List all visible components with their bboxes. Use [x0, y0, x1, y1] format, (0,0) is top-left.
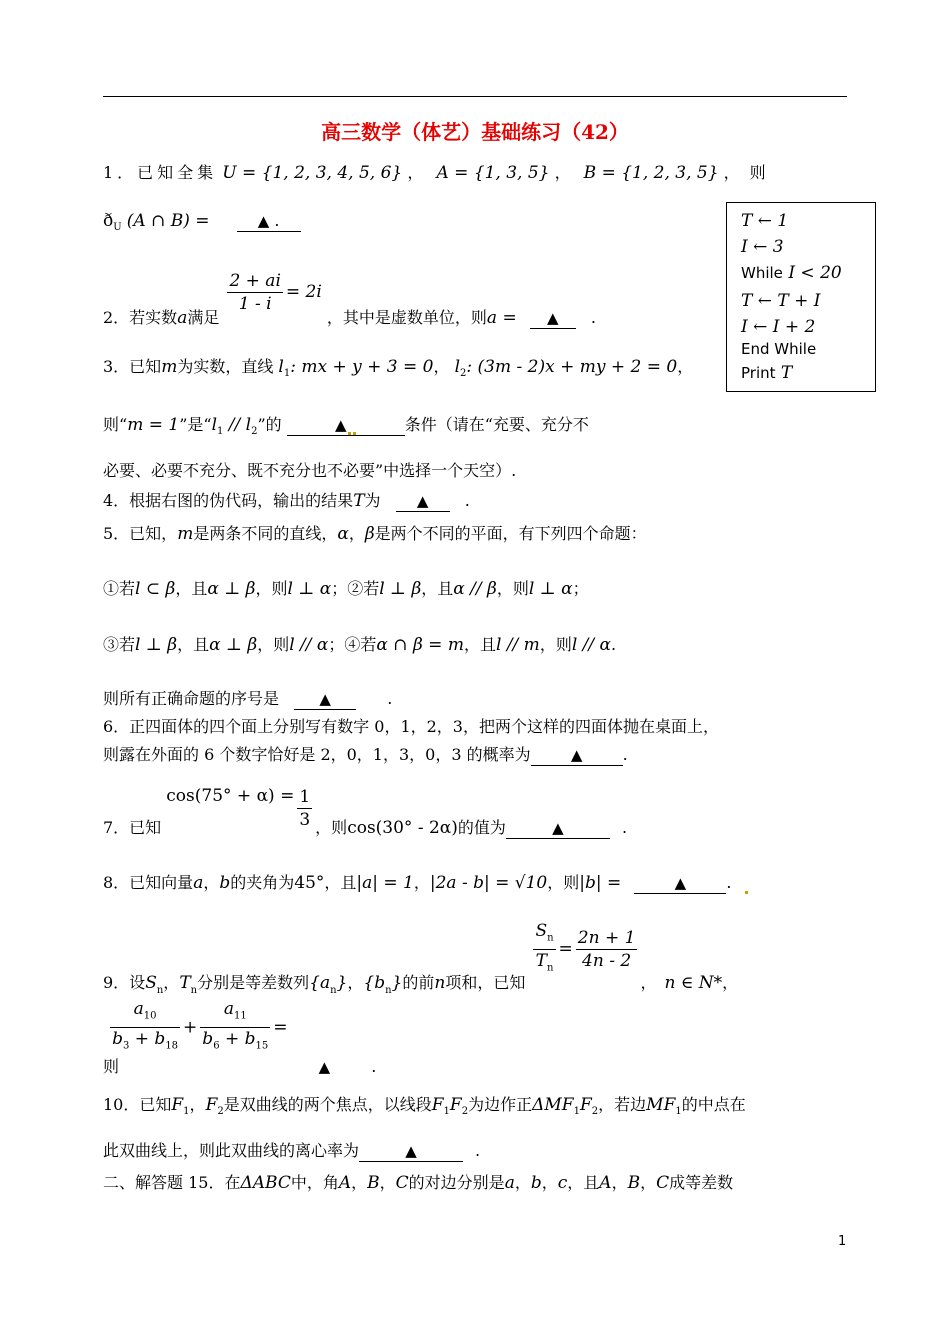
q3-quote-open: 则“	[103, 415, 128, 434]
q15-B: B	[367, 1173, 380, 1193]
q9-f4-num-sub: 11	[233, 1010, 247, 1022]
q5-p1-then: ，则	[255, 579, 288, 598]
q3-parallel-l2-sub: 2	[251, 426, 258, 438]
q9-seq-a-sub: n	[330, 984, 337, 996]
q10-edge-MF: MF	[646, 1095, 676, 1115]
q7-triangle: ▲	[552, 819, 564, 837]
q5-period: .	[387, 689, 393, 708]
q3-l2-eq: : (3m - 2)x + my + 2 = 0	[466, 357, 678, 377]
q10-F1-sub: 1	[183, 1106, 190, 1118]
q7-text: 7．已知	[103, 818, 162, 837]
q3-text-3: 条件（请在“充要、充分不	[404, 415, 589, 434]
q7-answer-blank	[506, 818, 610, 839]
q5-p4-cond1: α ∩ β = m	[376, 635, 464, 655]
q1-triangle: ▲	[257, 212, 270, 230]
q7-line	[103, 770, 628, 838]
code-line-3	[741, 263, 842, 283]
q6-triangle: ▲	[570, 746, 583, 764]
q9-line-1	[103, 912, 739, 996]
q3-text: 3．已知	[103, 357, 162, 376]
q3-answer-blank	[287, 415, 405, 436]
q9-fraction-1	[533, 920, 555, 980]
q5-line-1	[103, 523, 647, 545]
q1-set-b: B = {1, 2, 3, 5}	[583, 163, 719, 183]
q5-p2-and: ，且	[421, 579, 454, 598]
q5-p2-end: ；	[572, 579, 589, 598]
q9-f2-den: 4n - 2	[582, 951, 632, 972]
q10-F2-sub: 2	[217, 1106, 224, 1118]
q3-parallel: // l	[223, 415, 252, 435]
code-line-4: T ← T + I	[741, 291, 821, 311]
q1-complement-sub: U	[113, 222, 122, 234]
q3-parallel-l1-sub: 1	[217, 426, 224, 438]
q9-f3-den-s2: 18	[165, 1040, 179, 1052]
q8-sep-2: ，	[413, 873, 430, 892]
q7-then: ，则	[315, 818, 348, 837]
q8-text: 8．已知向量	[103, 873, 194, 892]
q5-sep: ，	[348, 524, 365, 543]
q15-sep-4: ，	[541, 1173, 558, 1192]
q1-set-a: A = {1, 3, 5}	[436, 163, 550, 183]
q10-triangle-sub2: 2	[591, 1106, 599, 1118]
q9-seq-b-sub: n	[385, 984, 392, 996]
code-line-6: End While	[741, 340, 817, 358]
q5-p3-result: l // α	[289, 635, 329, 655]
q8-vec-a: a	[193, 873, 204, 893]
q7-given: cos(75° + α) =	[166, 786, 295, 806]
q15-sep-3: ，	[514, 1173, 531, 1192]
q15-C2: C	[656, 1173, 670, 1193]
q9-plus: +	[183, 1017, 198, 1038]
q9-f3-den: b	[112, 1029, 123, 1050]
q3-triangle: ▲	[334, 416, 347, 434]
q2-denominator: 1 - i	[238, 294, 272, 314]
q5-p1-label: ①若	[103, 579, 136, 598]
q8-angle: 45°	[294, 873, 325, 893]
q5-p1-cond1: l ⊂ β	[135, 579, 176, 599]
q9-n: n	[434, 973, 446, 994]
q9-f4-den: b	[202, 1029, 214, 1050]
q2-var-a: a	[177, 308, 188, 328]
q5-p2-result: l ⊥ α	[528, 579, 573, 599]
q9-f3-num: a	[133, 999, 144, 1019]
q9-f4-den-s1: 6	[213, 1040, 220, 1052]
q3-l1: l	[278, 357, 284, 377]
q10-text-5: 的中点在	[681, 1095, 746, 1114]
q9-equals: =	[558, 939, 573, 960]
q5-p2-label: ；②若	[331, 579, 380, 598]
q9-fraction-2	[576, 927, 638, 972]
q6-period: .	[622, 745, 628, 764]
q5-props-2	[103, 634, 616, 656]
q9-seq-a-close: }	[336, 973, 348, 994]
q5-p4-result: l // α	[571, 635, 612, 655]
code-line-5: I ← I + 2	[741, 317, 816, 337]
q5-answer-line	[103, 688, 392, 710]
q10-seg-F2-sub: 2	[461, 1106, 469, 1118]
q9-equals-2: =	[273, 1017, 288, 1038]
q1-set-u: U = {1, 2, 3, 4, 5, 6}	[222, 163, 403, 183]
q1-period: .	[274, 211, 280, 230]
q7-fraction	[297, 786, 312, 831]
q9-f4-den-s2: 15	[255, 1040, 269, 1052]
q1-then: ，则	[723, 163, 776, 182]
q5-text-3: 是两个不同的平面，有下列四个命题：	[374, 524, 647, 543]
code-line-7	[741, 363, 792, 383]
q8-answer-blank	[634, 873, 726, 894]
q15-triangle: ΔABC	[240, 1173, 291, 1193]
q15-and: ，且	[567, 1173, 600, 1192]
q3-l1-sub: 1	[283, 368, 291, 380]
q10-seg-F1: F	[431, 1095, 444, 1115]
q4-answer-blank	[396, 491, 450, 512]
q5-var-m: m	[177, 524, 194, 544]
q10-seg-F2: F	[449, 1095, 462, 1115]
q3-line-1	[103, 356, 693, 385]
print-keyword: Print	[741, 364, 776, 382]
q4-period: .	[464, 491, 470, 510]
q8-angle-is: 的夹角为	[230, 873, 295, 892]
q9-S: S	[145, 973, 157, 994]
q2-period: .	[590, 308, 596, 327]
q10-text-3: 为边作正	[468, 1095, 533, 1114]
q3-line-2	[103, 414, 589, 443]
while-condition: I < 20	[788, 263, 842, 283]
q1-complement: ð	[103, 211, 114, 231]
q9-sep-3: ，	[640, 973, 657, 993]
q7-target: cos(30° - 2α)	[347, 818, 458, 838]
q5-p1-result: l ⊥ α	[287, 579, 332, 599]
q9-period: .	[371, 1057, 377, 1077]
q7-numerator: 1	[299, 787, 311, 807]
q1-line-1	[103, 162, 776, 184]
q5-p2-cond2: α // β	[453, 579, 497, 599]
q9-S-sub: n	[156, 984, 164, 996]
q5-text-2: 是两条不同的直线，	[193, 524, 338, 543]
q3-line-3: 必要、必要不充分、既不充分也不必要”中选择一个天空）.	[103, 461, 517, 480]
q9-seq-b-close: }	[391, 973, 403, 994]
q9-sep-2: ，	[347, 973, 364, 993]
q5-p2-then: ，则	[496, 579, 529, 598]
q15-A: A	[338, 1173, 352, 1193]
q4-is: 为	[364, 491, 381, 510]
q10-answer-blank	[359, 1141, 463, 1162]
q7-period: .	[621, 818, 628, 837]
q5-p4-label: ；④若	[328, 635, 377, 654]
q2-fraction	[227, 270, 282, 315]
q4-line	[103, 490, 470, 512]
q3-text-2: 为实数，直线	[177, 357, 274, 376]
q5-p3-cond1: l ⊥ β	[135, 635, 178, 655]
q6-text: 则露在外面的 6 个数字恰好是 2，0，1，3，0，3 的概率为	[103, 745, 531, 764]
q1-sep: ，	[407, 163, 424, 182]
q10-sep: ，	[189, 1095, 206, 1114]
q15-b: b	[530, 1173, 542, 1193]
q10-seg-F1-sub: 1	[443, 1106, 450, 1118]
q9-line-2	[103, 998, 377, 1077]
q3-l2: l	[454, 357, 461, 377]
while-keyword: While	[741, 264, 783, 282]
q10-triangle-F: F	[579, 1095, 592, 1115]
print-variable: T	[780, 363, 793, 383]
q8-period: .	[726, 873, 732, 892]
q6-answer-blank	[531, 745, 623, 766]
q5-p3-then: ，则	[257, 635, 290, 654]
q5-triangle: ▲	[319, 690, 331, 708]
q8-norm-2a-b: |2a - b| = √10	[429, 873, 548, 893]
q10-text-4: ，若边	[598, 1095, 647, 1114]
q10-edge-sub: 1	[675, 1106, 682, 1118]
q1-answer-blank	[237, 211, 301, 232]
q9-seq-a: {a	[309, 973, 331, 994]
q9-first: 的前	[402, 973, 435, 993]
q3-of: ”的	[257, 415, 282, 434]
header-rule	[103, 96, 847, 97]
q10-line-2	[103, 1140, 480, 1162]
q2-expr: a =	[486, 308, 517, 328]
q8-norm-b: |b| =	[579, 873, 622, 893]
pseudocode-box	[726, 202, 876, 392]
q5-p1-and: ，且	[175, 579, 208, 598]
q10-text: 10．已知	[103, 1095, 172, 1114]
q2-triangle: ▲	[547, 309, 559, 327]
q9-then: 则	[103, 1057, 120, 1077]
page-number: 1	[838, 1234, 847, 1249]
q1-expression: (A ∩ B) =	[126, 211, 210, 231]
q6-line-2	[103, 744, 628, 766]
q1-sep2: ，	[554, 163, 571, 182]
q5-beta: β	[364, 524, 375, 544]
q10-triangle-mark: ▲	[405, 1142, 417, 1160]
q4-var-t: T	[353, 491, 365, 511]
q10-period: .	[475, 1141, 481, 1160]
q8-then: ，则	[547, 873, 580, 892]
code-line-2: I ← 3	[741, 237, 784, 257]
q8-line	[103, 872, 749, 894]
q9-f2-num: 2n + 1	[577, 928, 636, 949]
q10-F2: F	[205, 1095, 218, 1115]
q3-l2-sub: 2	[460, 368, 467, 380]
q8-and: ，且	[324, 873, 357, 892]
q1-text: 1．已知全集	[103, 163, 218, 182]
q9-f3-den-s1: 3	[123, 1040, 130, 1052]
q5-p3-and: ，且	[177, 635, 210, 654]
q8-norm-a: |a| = 1	[356, 873, 414, 893]
q15-text: 二、解答题 15．在	[103, 1173, 241, 1192]
q2-text-3: ，其中是虚数单位，则	[326, 308, 487, 327]
q2-line	[103, 260, 596, 328]
q3-l1-eq: : mx + y + 3 = 0	[290, 357, 434, 377]
q8-sep: ，	[203, 873, 220, 892]
q2-equals: = 2i	[285, 282, 322, 302]
q9-f4-den-mid: + b	[219, 1029, 256, 1050]
q5-answer-blank	[294, 689, 356, 710]
q8-triangle: ▲	[674, 874, 687, 892]
q15-line	[103, 1172, 733, 1194]
q3-parallel-l1: l	[211, 415, 217, 435]
q15-sep-5: ，	[611, 1173, 628, 1192]
q2-answer-blank	[530, 308, 576, 329]
q9-triangle: ▲	[318, 1058, 331, 1077]
q5-p4-end: .	[611, 635, 617, 654]
q15-c: c	[557, 1173, 568, 1193]
q5-p3-cond2: α ⊥ β	[209, 635, 258, 655]
q4-triangle: ▲	[416, 492, 429, 510]
q3-sep: ，	[433, 357, 450, 376]
q10-line-1	[103, 1094, 746, 1123]
q7-denominator: 3	[299, 810, 311, 830]
page-title: 高三数学（体艺）基础练习（42）	[321, 120, 629, 144]
q15-sep-2: ，	[379, 1173, 396, 1192]
q9-sep: ，	[163, 973, 180, 993]
q15-B2: B	[627, 1173, 641, 1193]
q9-fraction-4	[200, 998, 270, 1058]
q9-T-sub: n	[190, 984, 198, 996]
q6-line-1: 6．正四面体的四个面上分别写有数字 0，1，2，3，把两个这样的四面体抛在桌面上，	[103, 717, 719, 736]
q9-T: T	[179, 973, 191, 994]
q5-answer-text: 则所有正确命题的序号是	[103, 689, 280, 708]
q5-p4-cond2: l // m	[495, 635, 540, 655]
q3-var-m: m	[161, 357, 178, 377]
q9-f3-num-sub: 10	[143, 1010, 157, 1022]
q15-text-4: 成等差数	[669, 1173, 734, 1192]
q9-text-3: 项和，已知	[445, 973, 526, 993]
q9-text-2: 分别是等差数列	[197, 973, 310, 993]
q9-f1-num: S	[535, 921, 548, 941]
q5-p4-then: ，则	[539, 635, 572, 654]
q9-n-domain: n ∈ N*	[664, 973, 723, 994]
q15-sep: ，	[351, 1173, 368, 1192]
q2-text-2: 满足	[187, 308, 220, 327]
q15-A2: A	[599, 1173, 612, 1193]
q2-text: 2．若实数	[103, 308, 178, 327]
q10-F1: F	[171, 1095, 184, 1115]
q15-C: C	[395, 1173, 409, 1193]
q5-p2-cond1: l ⊥ β	[379, 579, 422, 599]
q4-text: 4．根据右图的伪代码，输出的结果	[103, 491, 354, 510]
q5-props-1	[103, 578, 589, 600]
q9-f3-den-mid: + b	[129, 1029, 166, 1050]
q5-p1-cond2: α ⊥ β	[207, 579, 256, 599]
q15-a: a	[504, 1173, 515, 1193]
q10-text-2: 是双曲线的两个焦点，以线段	[223, 1095, 432, 1114]
q15-text-3: 的对边分别是	[408, 1173, 505, 1192]
q3-sep-2: ，	[677, 357, 694, 376]
q10-text-6: 此双曲线上，则此双曲线的离心率为	[103, 1141, 360, 1160]
q10-triangle-sub1: 1	[573, 1106, 580, 1118]
q9-sep-4: ，	[722, 973, 739, 993]
q10-triangle-MF: ΔMF	[532, 1095, 574, 1115]
q9-f1-den: T	[535, 951, 547, 972]
q9-text: 9．设	[103, 973, 146, 993]
q8-vec-b: b	[219, 873, 231, 893]
q5-p3-label: ③若	[103, 635, 136, 654]
q3-condition: m = 1	[127, 415, 180, 435]
q7-value-is: 的值为	[457, 818, 506, 837]
q5-alpha: α	[337, 524, 349, 544]
q3-is: ”是“	[179, 415, 212, 434]
q9-f1-den-sub: n	[546, 962, 554, 974]
q9-seq-b: {b	[363, 973, 386, 994]
q5-p4-and: ，且	[463, 635, 496, 654]
code-line-1: T ← 1	[741, 211, 789, 231]
q1-line-2	[103, 210, 301, 239]
q5-text: 5．已知，	[103, 524, 178, 543]
q2-numerator: 2 + ai	[229, 271, 281, 291]
q9-f1-num-sub: n	[547, 932, 554, 944]
q15-sep-6: ，	[640, 1173, 657, 1192]
q15-text-2: 中，角	[290, 1173, 339, 1192]
q9-f4-num: a	[223, 999, 234, 1019]
q9-fraction-3	[110, 998, 180, 1058]
